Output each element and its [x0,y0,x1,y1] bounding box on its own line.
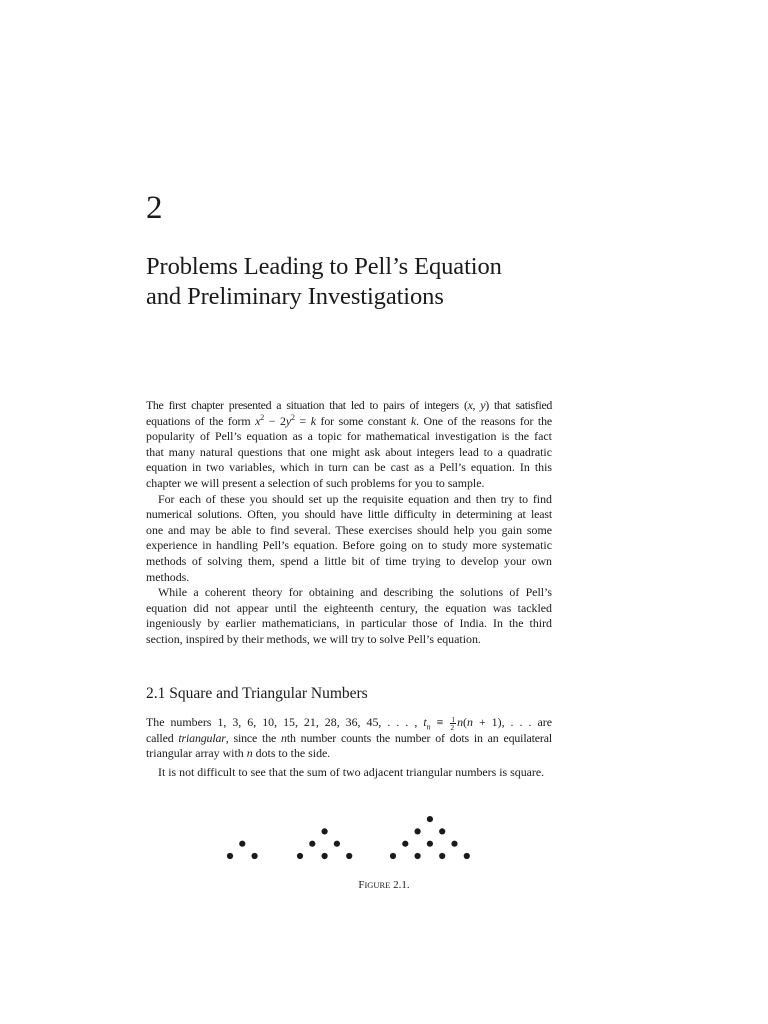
text-line: For each of these you should set up the requisite equation and then try to find [158,491,552,506]
text-line: While a coherent theory for obtaining and describing the solutions of Pell’s [158,585,552,600]
text-line: popularity of Pell’s equation as a topic for mathematical investigation is the fact [146,429,552,444]
intro-paragraph-3 [146,585,552,647]
text-line: equations of the form $x^2 - 2y^2 = k$ for some constant k. One of the reasons for the [146,412,553,428]
dot [402,841,408,847]
text-line: equation in two variables, which in turn can be cast as a Pell’s equation. In this [146,460,552,475]
dot [427,841,433,847]
dot [322,853,328,859]
text-line: experience in handling Pell’s equation. Before going on to study more systematic [146,538,552,553]
intro-paragraph-2 [146,492,552,586]
chapter-title-line-2: and Preliminary Investigations [146,283,444,310]
triangle-array-2 [297,828,352,859]
text-line: The first chapter presented a situation that led to pairs of integers (x, y) that satisfied [146,398,552,412]
text-line: section, inspired by their methods, we will try to solve Pell’s equation. [146,631,481,646]
dot [427,816,433,822]
text-line: The numbers 1, 3, 6, 10, 15, 21, 28, 36, 45, . . . , $t_n$ ≡ $\frac{1}{2}$ n(n + 1), . . . are [146,714,553,732]
text-line: chapter we will present a selection of such problems for you to sample. [146,475,485,490]
dot [334,841,340,847]
text-line: methods of solving them, spend a little bit of time trying to develop your own [146,553,552,568]
chapter-number: 2 [146,190,163,226]
section-paragraph-1 [146,715,552,762]
dot [390,853,396,859]
dot [451,841,457,847]
text-line: triangular array with n dots to the side. [146,746,331,761]
dot [464,853,470,859]
triangle-array-1 [227,841,258,860]
fraction-one-half: $\frac{1}{2}$ [450,714,456,732]
dot [297,853,303,859]
intro-paragraph-1 [146,398,552,492]
dot [227,853,233,859]
chapter-title [146,252,626,312]
dot [346,853,352,859]
dot [322,828,328,834]
text-line: It is not difficult to see that the sum of two adjacent triangular numbers is square. [158,765,545,779]
section-heading: 2.1 Square and Triangular Numbers [146,685,368,702]
dot [252,853,258,859]
dot [239,841,245,847]
triangle-array-3 [390,816,470,859]
dot [415,853,421,859]
figure-caption: FIGURE 2.1. [358,879,410,891]
section-paragraph-2 [146,765,552,781]
text-line: one and may be able to find several. These exercises should help you gain some [146,522,552,537]
text-line: methods. [146,569,190,584]
dot [439,828,445,834]
text-line: equation did not appear until the eighteenth century, the equation was tackled [146,600,552,615]
text-line: that many natural questions that one might ask about integers lead to a quadratic [146,444,552,459]
triangular-numbers-figure [220,808,480,868]
dot [415,828,421,834]
text-line: called triangular, since the nth number counts the number of dots in an equilateral [146,730,552,745]
text-line: numerical solutions. Often, you should have little difficulty in determining at least [146,507,552,522]
text-line: ingeniously by earlier mathematicians, in particular those of India. In the third [146,616,552,631]
dot [439,853,445,859]
dot [309,841,315,847]
chapter-title-line-1: Problems Leading to Pell’s Equation [146,253,502,280]
